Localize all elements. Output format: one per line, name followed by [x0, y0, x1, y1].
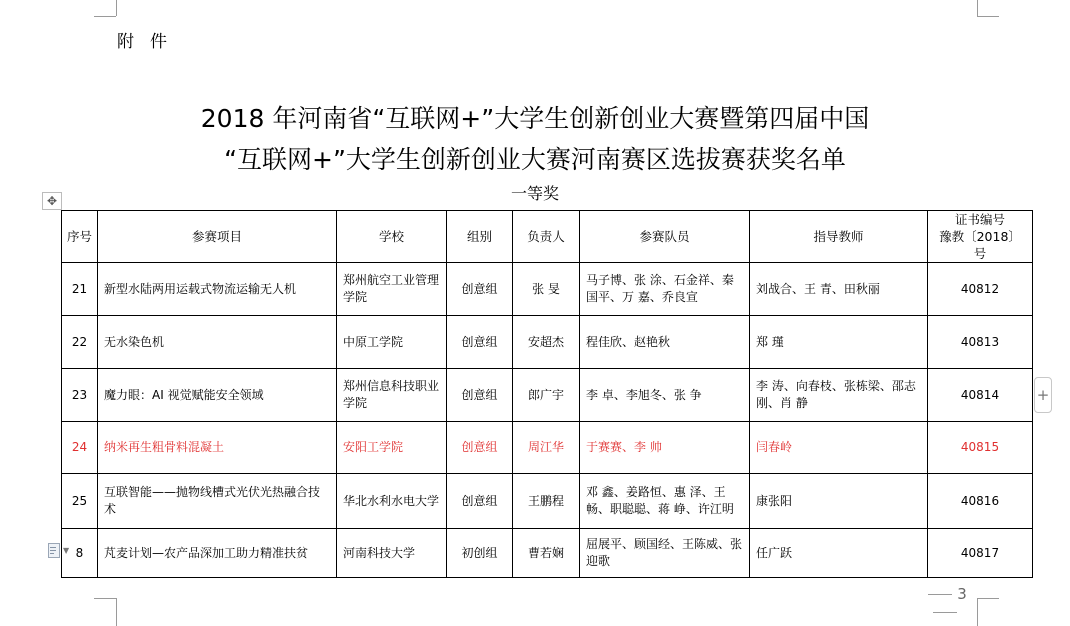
document-title-line2: “互联网+”大学生创新创业大赛河南赛区选拔赛获奖名单 [224, 145, 846, 174]
cell-group: 创意组 [447, 263, 513, 316]
cell-seq: 21 [62, 263, 98, 316]
header-cert [928, 211, 1033, 263]
page-number-value: 3 [957, 585, 967, 603]
cell-project: 纳米再生粗骨料混凝土 [98, 422, 337, 474]
header-project: 参赛项目 [98, 211, 337, 263]
header-members: 参赛队员 [580, 211, 750, 263]
cell-leader: 王鹏程 [513, 474, 580, 529]
document-icon[interactable] [48, 543, 60, 557]
cell-cert: 40814 [928, 369, 1033, 422]
cell-seq: 22 [62, 316, 98, 369]
cell-members: 李 卓、李旭冬、张 争 [580, 369, 750, 422]
cell-seq: 23 [62, 369, 98, 422]
cell-members: 程佳欣、赵艳秋 [580, 316, 750, 369]
cell-cert: 40813 [928, 316, 1033, 369]
crop-mark [116, 598, 117, 626]
cell-members: 马子博、张 涂、石金祥、秦国平、万 嘉、乔良宣 [580, 263, 750, 316]
cell-members: 邓 鑫、姜路恒、惠 泽、王 畅、职聪聪、蒋 峥、许江明 [580, 474, 750, 529]
cell-project: 芃麦计划—农产品深加工助力精准扶贫 [98, 529, 337, 578]
cell-project: 互联智能——抛物线槽式光伏光热融合技术 [98, 474, 337, 529]
cell-cert: 40815 [928, 422, 1033, 474]
cell-advisor: 闫春岭 [750, 422, 928, 474]
header-advisor: 指导教师 [750, 211, 928, 263]
header-seq: 序号 [62, 211, 98, 263]
header-cert-line2: 豫教〔2018〕号 [939, 229, 1021, 261]
cell-leader: 曹若娴 [513, 529, 580, 578]
cell-cert: 40817 [928, 529, 1033, 578]
cell-group: 创意组 [447, 369, 513, 422]
crop-mark [977, 0, 978, 16]
cell-school: 安阳工学院 [337, 422, 447, 474]
cell-seq: 8 [62, 529, 98, 578]
header-cert-line1: 证书编号 [954, 212, 1005, 227]
header-group: 组别 [447, 211, 513, 263]
cell-project: 新型水陆两用运载式物流运输无人机 [98, 263, 337, 316]
cell-advisor: 郑 瑾 [750, 316, 928, 369]
table-row [62, 369, 1033, 422]
cell-members: 于赛赛、李 帅 [580, 422, 750, 474]
cell-school: 郑州航空工业管理学院 [337, 263, 447, 316]
header-leader: 负责人 [513, 211, 580, 263]
table-header-row [62, 211, 1033, 263]
cell-school: 中原工学院 [337, 316, 447, 369]
chevron-down-icon[interactable]: ▼ [63, 546, 70, 555]
crop-mark [977, 16, 999, 17]
crop-mark [94, 598, 116, 599]
table-row [62, 474, 1033, 529]
table-row [62, 529, 1033, 578]
cell-project: 魔力眼：AI 视觉赋能安全领域 [98, 369, 337, 422]
cell-leader: 郎广宇 [513, 369, 580, 422]
cell-leader: 安超杰 [513, 316, 580, 369]
award-level-heading: 一等奖 [510, 184, 559, 203]
table-row [62, 263, 1033, 316]
cell-seq: 24 [62, 422, 98, 474]
cell-cert: 40812 [928, 263, 1033, 316]
cell-group: 初创组 [447, 529, 513, 578]
cell-school: 河南科技大学 [337, 529, 447, 578]
crop-mark [94, 16, 116, 17]
cell-advisor: 康张阳 [750, 474, 928, 529]
cell-school: 郑州信息科技职业学院 [337, 369, 447, 422]
cell-seq: 25 [62, 474, 98, 529]
cell-advisor: 任广跃 [750, 529, 928, 578]
cell-leader: 周江华 [513, 422, 580, 474]
table-row [62, 316, 1033, 369]
cell-cert: 40816 [928, 474, 1033, 529]
awards-table [61, 210, 1033, 578]
cell-group: 创意组 [447, 422, 513, 474]
crop-mark [977, 598, 999, 599]
cell-advisor: 李 涛、向春枝、张栋梁、邵志刚、肖 静 [750, 369, 928, 422]
cell-school: 华北水利水电大学 [337, 474, 447, 529]
add-column-icon[interactable]: + [1034, 377, 1052, 413]
cell-leader: 张 旻 [513, 263, 580, 316]
cell-group: 创意组 [447, 316, 513, 369]
cell-members: 屈展平、顾国经、王陈威、张迎歌 [580, 529, 750, 578]
crop-mark [116, 0, 117, 16]
cell-advisor: 刘战合、王 青、田秋丽 [750, 263, 928, 316]
page-number [910, 585, 980, 621]
table-row-highlighted [62, 422, 1033, 474]
cell-project: 无水染色机 [98, 316, 337, 369]
document-title-line1: 2018 年河南省“互联网+”大学生创新创业大赛暨第四届中国 [200, 104, 870, 133]
attachment-label: 附件 [117, 32, 183, 52]
header-school: 学校 [337, 211, 447, 263]
table-move-handle-icon[interactable]: ✥ [42, 192, 62, 210]
cell-group: 创意组 [447, 474, 513, 529]
